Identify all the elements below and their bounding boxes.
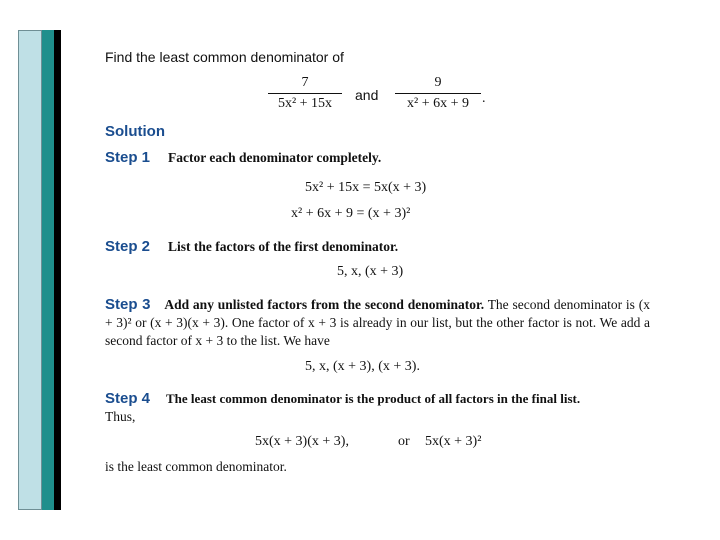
step1-equation-2: x² + 6x + 9 = (x + 3)²: [291, 206, 411, 221]
solution-heading: Solution: [105, 123, 165, 140]
left-decor-bar-light: [18, 30, 42, 510]
connector-and: and: [355, 87, 379, 103]
step4-equation-right: 5x(x + 3)²: [425, 434, 482, 449]
step4-or: or: [398, 434, 410, 449]
fraction-2-denominator: x² + 6x + 9: [407, 96, 469, 111]
fraction-1-denominator: 5x² + 15x: [277, 96, 333, 111]
step1-text: Factor each denominator completely.: [168, 150, 382, 165]
fraction-1-numerator: 7: [301, 75, 309, 90]
step2-text: List the factors of the first denominator.: [168, 239, 399, 254]
step1-label: Step 1: [105, 149, 151, 166]
step3-paragraph: [105, 296, 650, 350]
step3-label: Step 3: [105, 296, 151, 313]
step1-row: [105, 149, 381, 167]
step4-conclusion: is the least common denominator.: [105, 459, 287, 474]
left-decor-bar-black: [54, 30, 61, 510]
problem-intro: Find the least common denominator of: [105, 49, 344, 65]
left-decor-bar-teal: [42, 30, 54, 510]
step2-label: Step 2: [105, 238, 151, 255]
step2-equation: 5, x, (x + 3): [337, 264, 404, 279]
problem-end-punct: .: [482, 91, 486, 106]
fraction-2-numerator: 9: [434, 75, 442, 90]
step2-row: [105, 238, 398, 256]
step4-label: Step 4: [105, 390, 151, 407]
step4-thus: Thus,: [105, 409, 136, 424]
step4-equation-left: 5x(x + 3)(x + 3),: [255, 434, 349, 449]
fraction-2: [395, 75, 481, 112]
step4-text: The least common denominator is the product of all factors in the final list.: [166, 391, 581, 406]
step3-equation: 5, x, (x + 3), (x + 3).: [305, 359, 420, 374]
step3-bold-text: Add any unlisted factors from the second denominator.: [164, 297, 485, 312]
step4-row: [105, 390, 580, 408]
fraction-1: [268, 75, 342, 112]
step1-equation-1: 5x² + 15x = 5x(x + 3): [305, 180, 427, 195]
step3-body: The second denominator is (x + 3)² or (x + 3)(x + 3). One factor of x + 3 is already in our list, but the other factor is not. We add a second factor of x + 3 to the list. We have: [105, 297, 650, 348]
